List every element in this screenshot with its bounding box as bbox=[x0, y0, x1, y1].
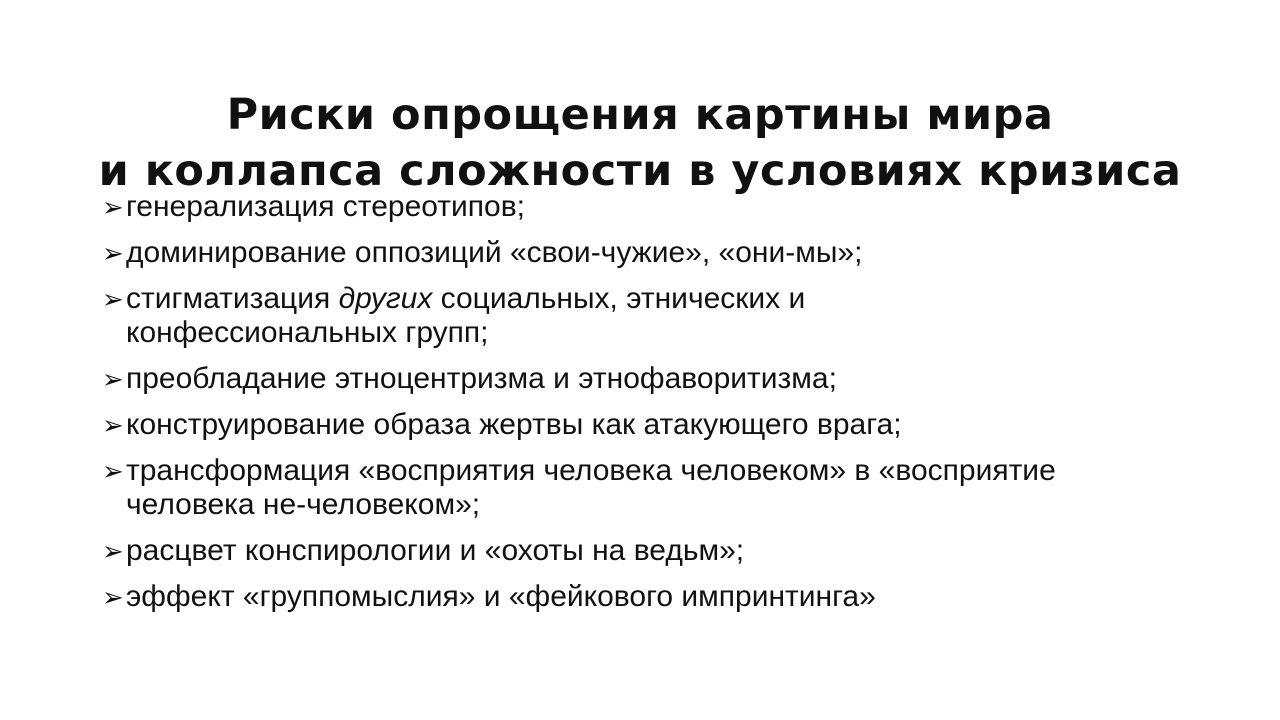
arrow-bullet-icon: ➢ bbox=[102, 410, 124, 440]
bullet-item bbox=[102, 580, 1212, 614]
arrow-bullet-icon: ➢ bbox=[102, 238, 124, 268]
bullet-text: доминирование оппозиций «свои-чужие», «они-мы»; bbox=[126, 236, 863, 269]
bullet-text: генерализация стереотипов; bbox=[126, 190, 525, 223]
bullet-item bbox=[102, 362, 1212, 396]
arrow-bullet-icon: ➢ bbox=[102, 536, 124, 566]
arrow-bullet-icon: ➢ bbox=[102, 284, 124, 314]
bullet-text: расцвет конспирологии и «охоты на ведьм»; bbox=[126, 534, 745, 567]
bullet-text-continuation: конфессиональных групп; bbox=[126, 316, 489, 349]
bullet-item bbox=[102, 282, 1212, 350]
bullet-text-italic: других bbox=[338, 282, 433, 315]
slide-title-line-2: и коллапса сложности в условиях кризиса bbox=[98, 145, 1182, 196]
bullet-item bbox=[102, 408, 1212, 442]
slide-title bbox=[0, 87, 1280, 199]
arrow-bullet-icon: ➢ bbox=[102, 192, 124, 222]
bullet-text-continuation: человека не-человеком»; bbox=[126, 488, 481, 521]
bullet-item bbox=[102, 190, 1212, 224]
arrow-bullet-icon: ➢ bbox=[102, 456, 124, 486]
arrow-bullet-icon: ➢ bbox=[102, 364, 124, 394]
bullet-text-post: социальных, этнических и bbox=[432, 282, 806, 315]
bullet-item bbox=[102, 454, 1212, 522]
bullet-list bbox=[102, 190, 1212, 626]
bullet-text-pre: стигматизация bbox=[126, 282, 339, 315]
bullet-text: эффект «группомыслия» и «фейкового импринтинга» bbox=[126, 580, 876, 613]
bullet-item bbox=[102, 236, 1212, 270]
bullet-text: конструирование образа жертвы как атакующего врага; bbox=[126, 408, 902, 441]
arrow-bullet-icon: ➢ bbox=[102, 582, 124, 612]
slide-title-line-1: Риски опрощения картины мира bbox=[226, 89, 1054, 140]
bullet-item bbox=[102, 534, 1212, 568]
bullet-text: трансформация «восприятия человека человеком» в «восприятие bbox=[126, 454, 1056, 487]
bullet-text: преобладание этноцентризма и этнофаворитизма; bbox=[126, 362, 837, 395]
